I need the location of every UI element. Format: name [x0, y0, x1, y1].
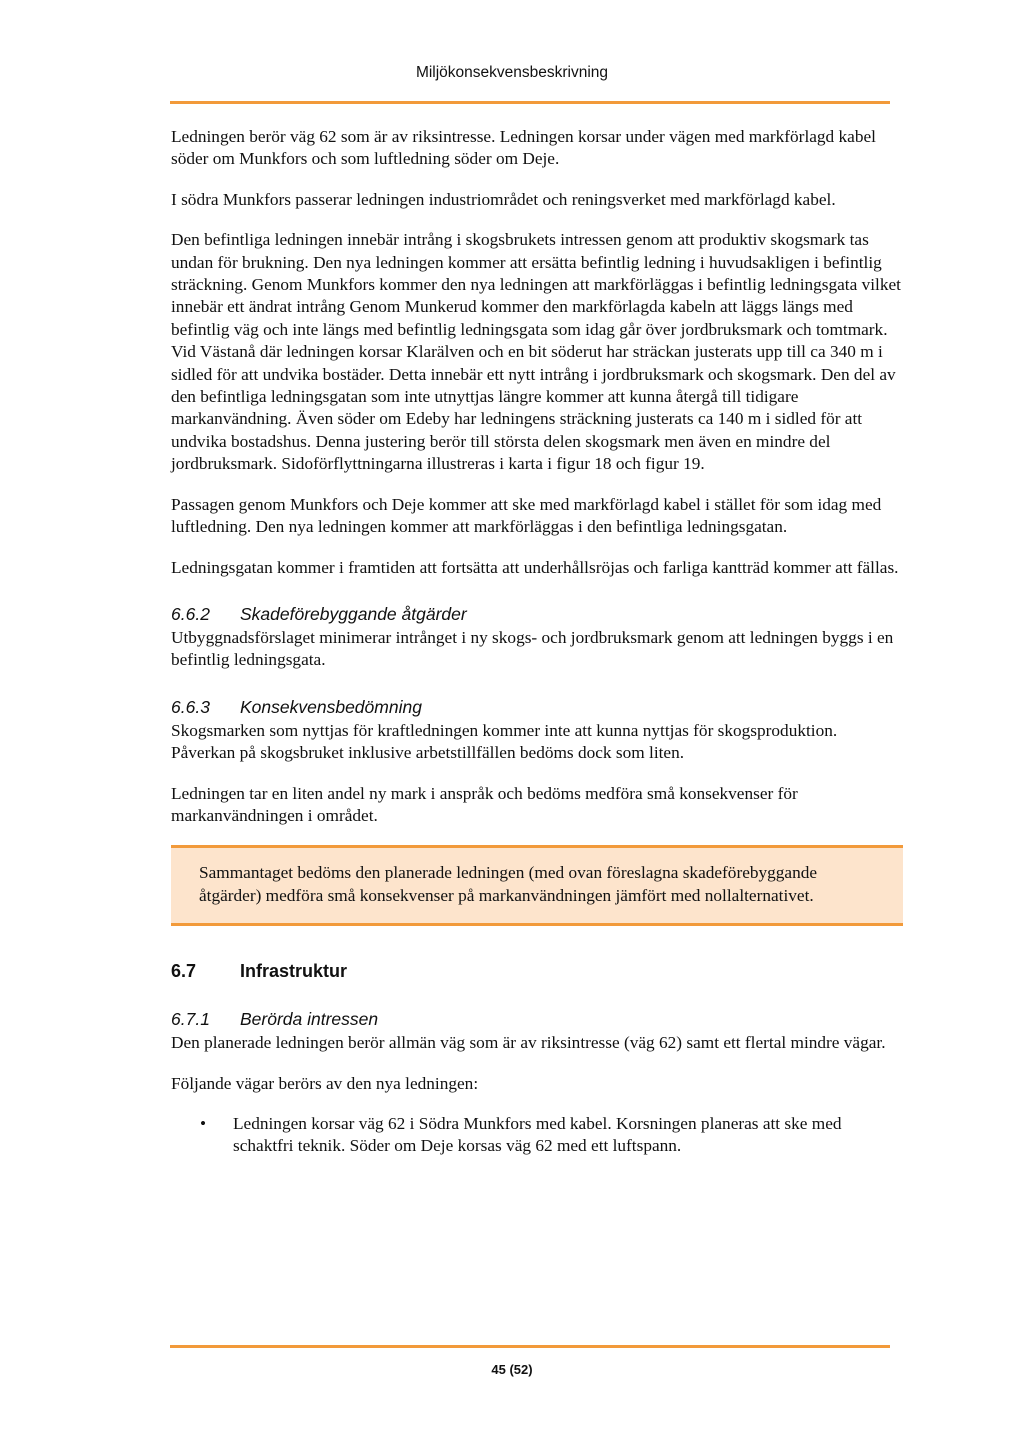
paragraph: Den planerade ledningen berör allmän väg som är av riksintresse (väg 62) samt ett flertal mindre vägar.	[171, 1033, 886, 1053]
bullet-list	[171, 1113, 903, 1158]
section-heading-6-6-3	[171, 696, 903, 718]
bullet-icon: •	[200, 1113, 207, 1133]
section-number: 6.7.1	[171, 1009, 210, 1030]
paragraph: Skogsmarken som nyttjas för kraftledningen kommer inte att kunna nyttjas för skogsproduktion. Påverkan på skogsbruket inklusive arbetstillfällen bedöms dock som liten.	[171, 720, 838, 763]
footer-rule	[170, 1345, 890, 1348]
document-body	[171, 126, 903, 1158]
paragraph: Ledningen berör väg 62 som är av riksintresse. Ledningen korsar under vägen med markförlagd kabel söder om Munkfors och som luftledning söder om Deje.	[171, 127, 876, 169]
section-number: 6.6.3	[171, 696, 210, 717]
paragraph: I södra Munkfors passerar ledningen industriområdet och reningsverket med markförlagd kabel.	[171, 189, 836, 209]
section-title: Berörda intressen	[240, 1009, 379, 1030]
paragraph: Passagen genom Munkfors och Deje kommer att ske med markförlagd kabel i stället för som idag med luftledning. Den nya ledningen kommer att markförläggas i den befintliga ledningsgatan.	[171, 494, 882, 537]
section-title: Infrastruktur	[240, 961, 348, 982]
callout-text: Sammantaget bedöms den planerade ledningen (med ovan föreslagna skadeförebyggande åtgärder) medföra små konsekvenser på markanvändningen jämfört med nollalternativet.	[199, 863, 818, 905]
section-title: Skadeförebyggande åtgärder	[240, 603, 467, 624]
list-item-text: Ledningen korsar väg 62 i Södra Munkfors med kabel. Korsningen planeras att ske med schaktfri teknik. Söder om Deje korsas väg 62 med ett luftspann.	[233, 1113, 842, 1156]
section-number: 6.6.2	[171, 603, 210, 624]
paragraph: Den befintliga ledningen innebär intrång i skogsbrukets intressen genom att produktiv skogsmark tas undan för brukning. Den nya ledningen kommer att ersätta befintlig ledning i huvudsakligen i befintlig sträckning. Genom Munkfors kommer den nya ledningen att markförläggas i befintlig ledningsgata vilket innebär ett ändrat intrång Genom Munkerud kommer den markförlagda kabeln att läggs längs med befintlig väg och inte längs med befintlig ledningsgata som idag går över jordbruksmark och tomtmark. Vid Västanå där ledningen korsar Klarälven och en bit söderut har sträckan justerats upp till ca 340 m i sidled för att undvika bostäder. Detta innebär ett nytt intrång i jordbruksmark och skogsmark. Den del av den befintliga ledningsgatan som inte utnyttjas längre kommer att kunna återgå till tidigare markanvändning. Även söder om Edeby har ledningens sträckning justerats ca 140 m i sidled för att undvika bostadshus. Denna justering berör till största delen skogsmark men även en mindre del jordbruksmark. Sidoförflyttningarna illustreras i karta i figur 18 och figur 19.	[171, 230, 901, 474]
paragraph: Ledningsgatan kommer i framtiden att fortsätta att underhållsröjas och farliga kantträd kommer att fällas.	[171, 557, 899, 577]
section-number: 6.7	[171, 961, 197, 982]
section-heading-6-6-2	[171, 603, 903, 625]
summary-callout	[171, 845, 903, 926]
page-header: Miljökonsekvensbeskrivning	[415, 64, 609, 81]
list-item	[171, 1113, 903, 1158]
page-number: 45 (52)	[491, 1362, 533, 1377]
paragraph: Följande vägar berörs av den nya ledningen:	[171, 1073, 479, 1093]
paragraph: Ledningen tar en liten andel ny mark i anspråk och bedöms medföra små konsekvenser för markanvändningen i området.	[171, 783, 798, 825]
paragraph: Utbyggnadsförslaget minimerar intrånget i ny skogs- och jordbruksmark genom att ledningen byggs i en befintlig ledningsgata.	[171, 627, 894, 670]
section-heading-6-7	[171, 960, 903, 982]
section-title: Konsekvensbedömning	[240, 696, 422, 717]
section-heading-6-7-1	[171, 1008, 903, 1030]
header-rule	[170, 101, 890, 104]
